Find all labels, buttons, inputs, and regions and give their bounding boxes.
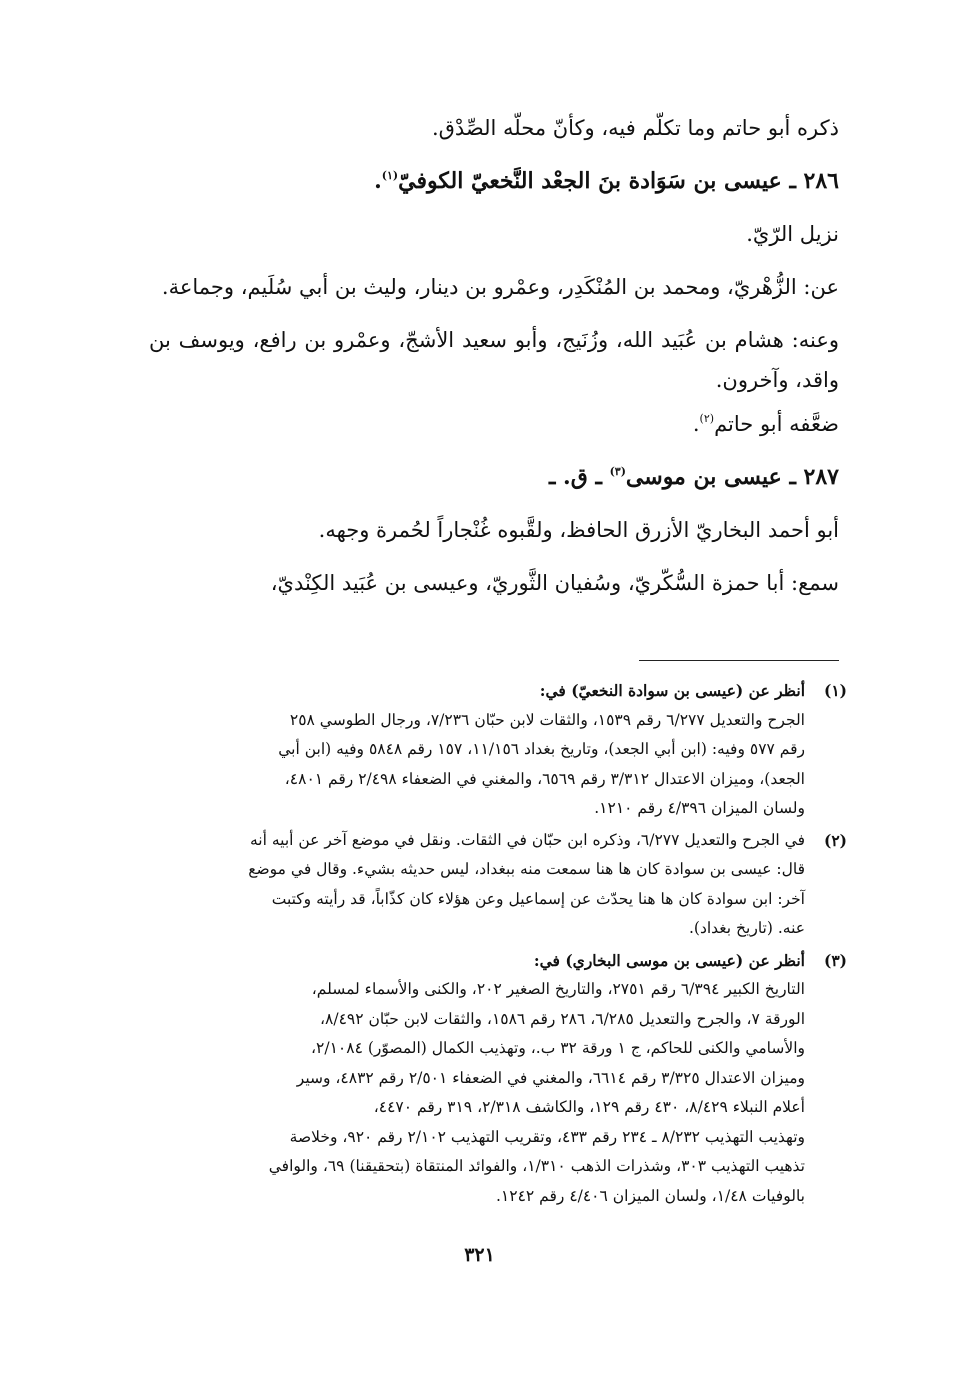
entry-287-heading xyxy=(149,457,839,497)
footnote-3 xyxy=(117,946,847,1212)
paragraph-1: ذكره أبو حاتم وما تكلّم فيه، وكأنّ محلّه الصِّدْق. xyxy=(431,116,839,140)
footnote-ref-2[interactable]: (٢) xyxy=(699,412,715,425)
entry-286-name: عيسى بن سَوَادة بنَ الجعْد النَّخعيّ الكوفيّ xyxy=(398,168,782,194)
entry-286-heading xyxy=(149,161,839,201)
footnote-1 xyxy=(117,676,847,824)
footnote-body xyxy=(117,946,805,1212)
entry-287-name: عيسى بن موسى xyxy=(625,464,782,490)
footnote-line: رقم ٥٧٧ وفيه: (ابن أبي الجعد)، وتاريخ بغداد ١١/١٥٦، ١٥٧ رقم ٥٨٤٨ وفيه (ابن أبي xyxy=(278,740,805,758)
entry-286-end: . xyxy=(374,168,382,194)
footnote-line: قال: عيسى بن سوادة كان ها هنا سمعت منه ببغداد، ليس حديثه بشيء. وقال في موضع xyxy=(248,860,805,878)
paragraph-teachers: عن: الزُّهْريّ، ومحمد بن المُنْكَدِر، وعمْرو بن دينار، وليث بن أبي سُلَيم، وجماعة. xyxy=(161,275,839,299)
footnote-line: الجرح والتعديل ٦/٢٧٧ رقم ١٥٣٩، والثقات لابن حبّان ٧/٢٣٦، ورجال الطوسي ٢٥٨ xyxy=(289,710,805,729)
footnote-divider xyxy=(639,660,839,661)
footnote-line: عنه. (تاريخ بغداد). xyxy=(688,919,805,937)
footnote-line: الجعد)، وميزان الاعتدال ٣/٣١٢ رقم ٦٥٦٩، والمغني في الضعفاء ٢/٤٩٨ رقم ٤٨٠١، xyxy=(284,769,805,788)
footnote-ref-1[interactable]: (١) xyxy=(381,169,399,182)
footnote-ref-3[interactable]: (٣) xyxy=(609,465,626,478)
entry-286-number: ٢٨٦ ـ xyxy=(789,168,839,194)
footnote-line: في الجرح والتعديل ٦/٢٧٧، وذكره ابن حبّان في الثقات. ونقل في موضع آخر عن أبيه أنه xyxy=(249,830,805,849)
footnote-body xyxy=(117,676,805,824)
main-text xyxy=(149,108,839,616)
footnote-line: تذهيب التهذيب ٣٠٣، وشذرات الذهب ١/٣١٠، والفوائد المنتقاة (بتحقيقنا) ٦٩، والوافي xyxy=(268,1157,805,1175)
grading-text: ضعَّفه أبو حاتم xyxy=(714,412,839,436)
footnote-line: بالوفيات ١/٤٨، ولسان الميزان ٤/٤٠٦ رقم ١٢٤٢. xyxy=(495,1186,805,1205)
footnote-line: والأسامي والكنى للحاكم، ج ١ ورقة ٣٢ ب.، وتهذيب الكمال (المصوّر) ٢/١٠٨٤، xyxy=(311,1039,805,1057)
page-number: ٣٢١ xyxy=(464,1244,495,1266)
footnote-number: (٢) xyxy=(823,830,847,850)
footnotes-section xyxy=(117,676,847,1213)
footnote-number: (١) xyxy=(823,681,847,700)
footnote-line: وميزان الاعتدال ٣/٣٢٥ رقم ٦٦١٤، والمغني في الضعفاء ٢/٥٠١ رقم ٤٨٣٢، وسير xyxy=(296,1068,805,1087)
footnote-line: الورقة ٧، والجرح والتعديل ٦/٢٨٥، ٢٨٦ رقم ١٥٨٦، والثقات لابن حبّان ٨/٤٩٢، xyxy=(320,1009,805,1028)
footnote-line: ولسان الميزان ٤/٣٩٦ رقم ١٢١٠. xyxy=(594,799,805,817)
footnote-2 xyxy=(117,826,847,944)
footnote-line: التاريخ الكبير ٦/٣٩٤ رقم ٢٧٥١، والتاريخ الصغير ٢٠٢، والكنى والأسماء لمسلم، xyxy=(311,980,805,998)
paragraph-heard: سمع: أبا حمزة السُّكّريّ، وسُفيان الثَّوريّ، وعيسى بن عُبَيد الكِنْديّ، xyxy=(270,571,839,595)
paragraph-students: وعنه: هشام بن عُبَيد الله، وزُنَيج، وأبو سعيد الأشجّ، وعمْرو بن رافع، ويوسف بن واقد، وآخرون. xyxy=(149,328,839,392)
paragraph-grading xyxy=(149,404,839,444)
entry-287-end: ـ ق. ـ xyxy=(548,464,602,490)
footnote-line: آخر: ابن سوادة كان ها هنا يحدّث عن إسماعيل وعن هؤلاء كان كذّاباً، قد رأيته وكتبت xyxy=(271,889,805,908)
paragraph-kunya: أبو أحمد البخاريّ الأزرق الحافظ، ولقَّبوه غُنْجاراً لحُمرة وجهه. xyxy=(318,518,839,542)
footnote-line: وتهذيب التهذيب ٨/٢٣٢ ـ ٢٣٤ رقم ٤٣٣، وتقريب التهذيب ٢/١٠٢ رقم ٩٢٠، وخلاصة xyxy=(289,1127,805,1146)
entry-287-number: ٢٨٧ ـ xyxy=(789,464,839,490)
footnote-body xyxy=(117,826,805,944)
paragraph-residence: نزيل الرّيّ. xyxy=(746,222,839,246)
grading-end: . xyxy=(692,412,700,436)
footnote-intro: أنظر عن (عيسى بن موسى البخاري) في: xyxy=(533,950,805,970)
footnote-number: (٣) xyxy=(823,950,847,970)
footnote-intro: أنظر عن (عيسى بن سوادة النخعيّ) في: xyxy=(539,681,805,700)
footnote-line: أعلام النبلاء ٨/٤٢٩، ٤٣٠ رقم ١٢٩، والكاشف ٢/٣١٨، ٣١٩ رقم ٤٤٧٠، xyxy=(373,1098,805,1116)
